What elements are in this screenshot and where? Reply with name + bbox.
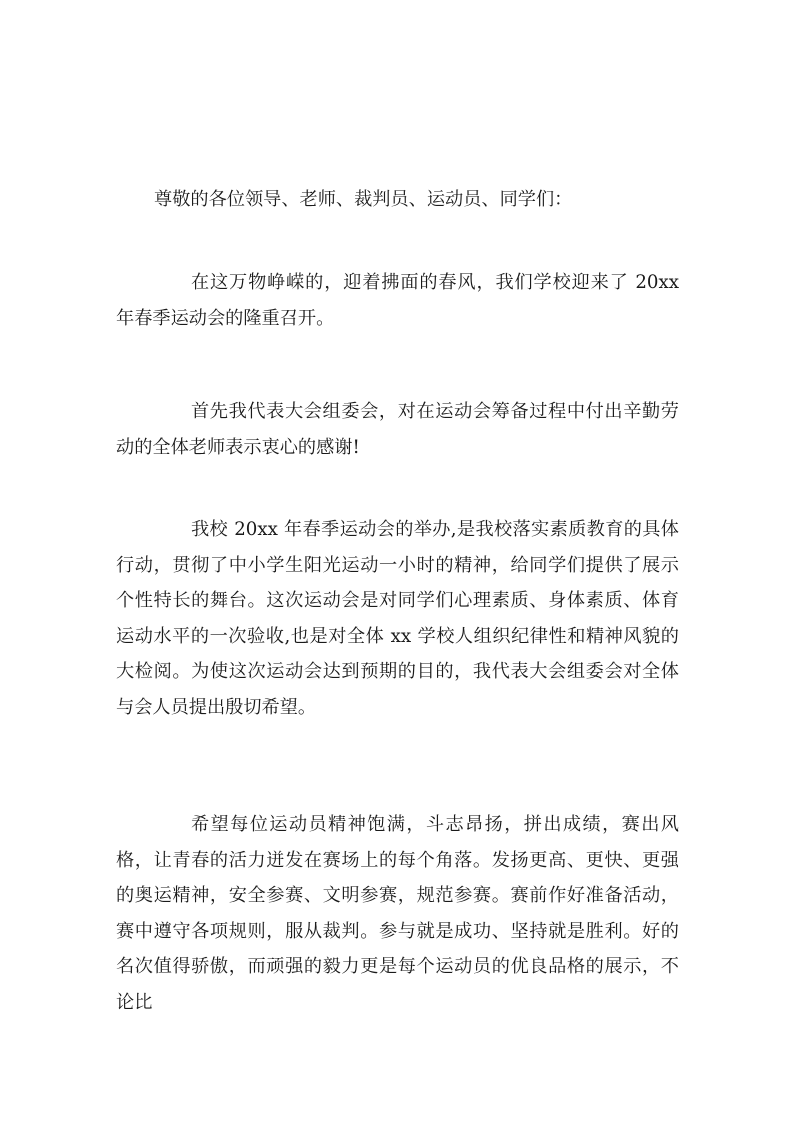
paragraph-opening: 在这万物峥嵘的，迎着拂面的春风，我们学校迎来了 20xx 年春季运动会的隆重召开。 [116,272,679,329]
salutation: 尊敬的各位领导、老师、裁判员、运动员、同学们： [154,189,573,210]
paragraph-athletes: 希望每位运动员精神饱满，斗志昂扬，拼出成绩，赛出风格，让青春的活力迸发在赛场上的每个角落。发扬更高、更快、更强的奥运精神，安全参赛、文明参赛，规范参赛。赛前作好准备活动，赛中遵守各项规则，服从裁判。参与就是成功、坚持就是胜利。好的名次值得骄傲，而顽强的毅力更是每个运动员的优良品格的展示，不论比 [116,814,679,1013]
paragraph-purpose: 我校 20xx 年春季运动会的举办,是我校落实素质教育的具体行动，贯彻了中小学生阳光运动一小时的精神，给同学们提供了展示个性特长的舞台。这次运动会是对同学们心理素质、身体素质、体育运动水平的一次验收,也是对全体 xx 学校人组织纪律性和精神风貌的大检阅。为使这次运动会达到预期的目的，我代表大会组委会对全体与会人员提出殷切希望。 [116,519,679,718]
paragraph-thanks: 首先我代表大会组委会，对在运动会筹备过程中付出辛勤劳动的全体老师表示衷心的感谢! [116,401,679,458]
